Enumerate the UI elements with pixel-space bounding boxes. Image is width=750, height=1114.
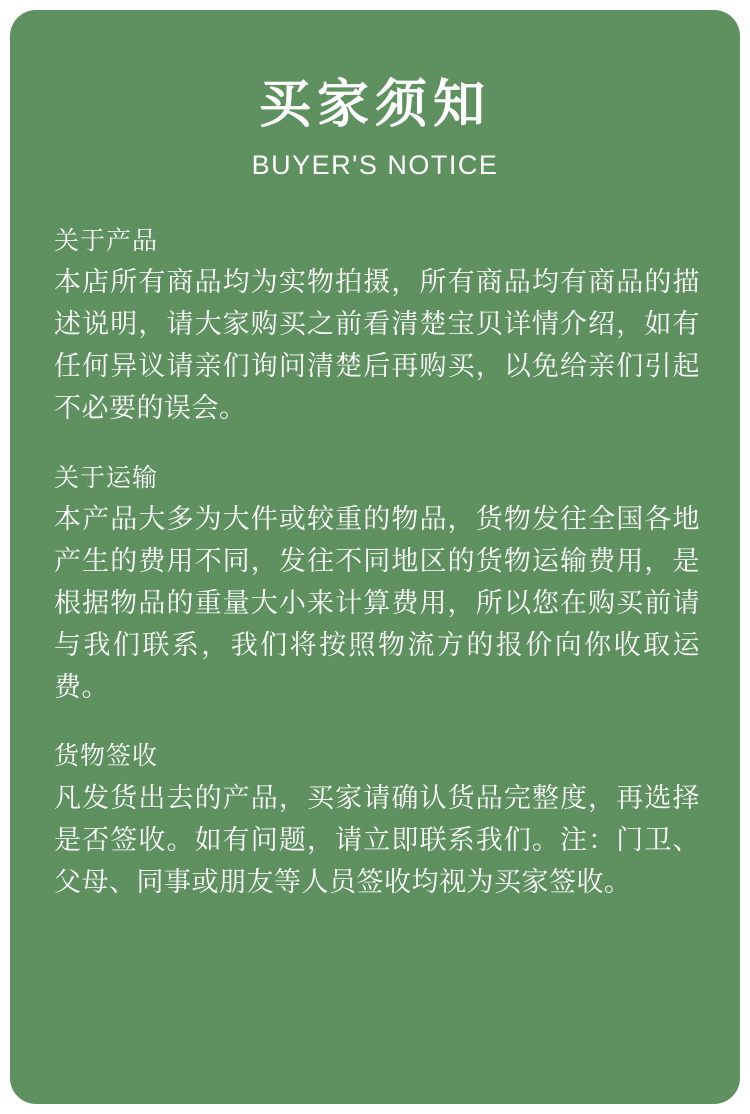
section-product — [54, 223, 700, 430]
section-shipping-heading: 关于运输 — [54, 463, 159, 492]
section-receipt — [54, 738, 700, 903]
notice-header — [10, 10, 740, 181]
section-product-text: 本店所有商品均为实物拍摄，所有商品均有商品的描述说明，请大家购买之前看清楚宝贝详情介绍，如有任何异议请亲们询问清楚后再购买，以免给亲们引起不必要的误会。 — [54, 267, 700, 423]
section-shipping-text: 本产品大多为大件或较重的物品，货物发往全国各地产生的费用不同，发往不同地区的货物运输费用，是根据物品的重量大小来计算费用，所以您在购买前请与我们联系，我们将按照物流方的报价向你收取运费。 — [54, 504, 700, 702]
buyer-notice-card — [10, 10, 740, 1104]
page-title: 买家须知 — [258, 76, 491, 134]
section-product-heading: 关于产品 — [54, 226, 159, 255]
page-subtitle: BUYER'S NOTICE — [251, 149, 499, 180]
section-shipping — [54, 460, 700, 709]
section-receipt-text: 凡发货出去的产品，买家请确认货品完整度，再选择是否签收。如有问题，请立即联系我们。注：门卫、父母、同事或朋友等人员签收均视为买家签收。 — [54, 782, 700, 897]
notice-body — [10, 181, 740, 904]
section-receipt-heading: 货物签收 — [54, 742, 159, 771]
